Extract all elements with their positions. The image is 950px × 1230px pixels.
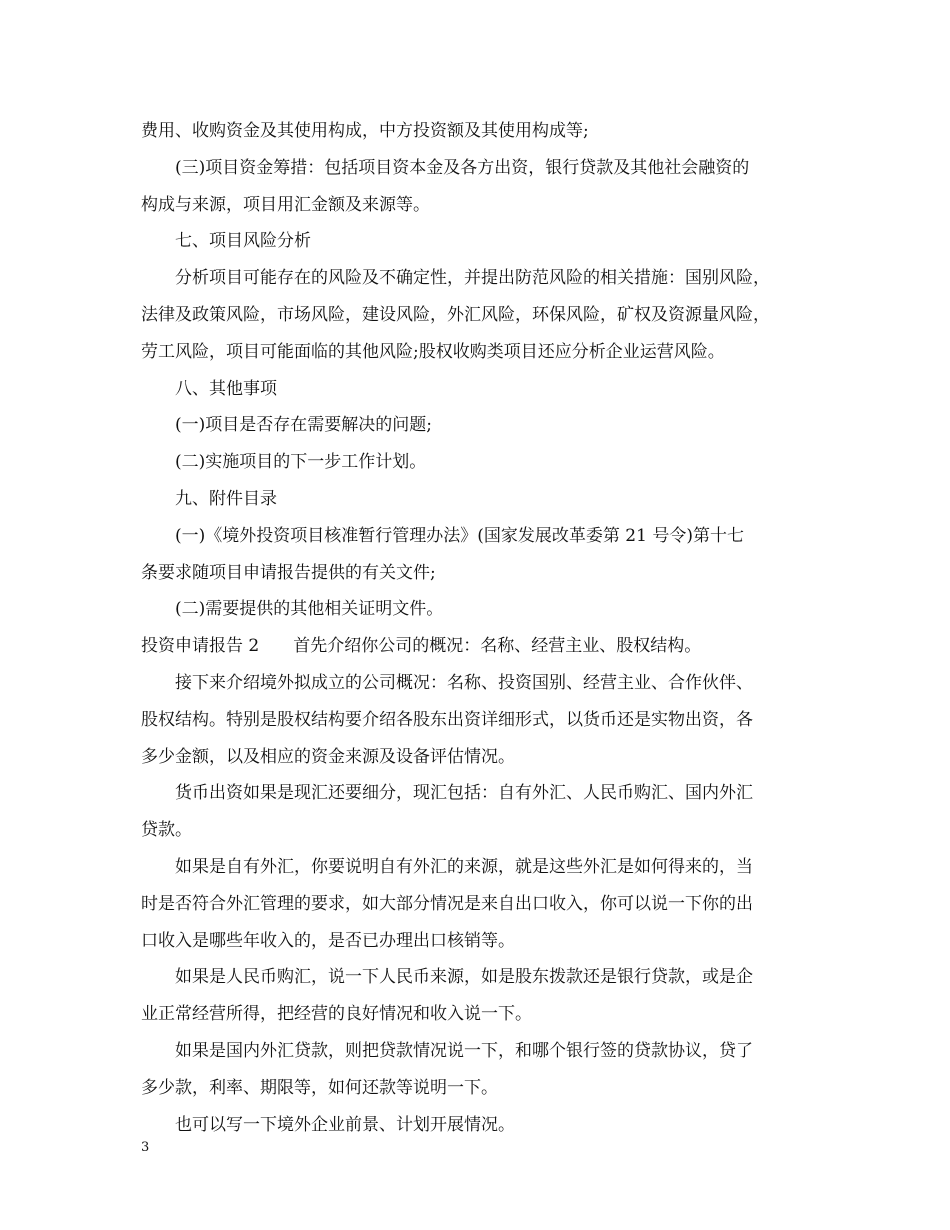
text-line-12: (一)《境外投资项目核准暂行管理办法》(国家发展改革委第 21 号令)第十七 [175,525,744,546]
text-line-26: 如果是国内外汇贷款，则把贷款情况说一下，和哪个银行签的贷款协议，贷了 [175,1040,753,1061]
document-body [141,113,831,1143]
text-line-17: 股权结构。特别是股权结构要介绍各股东出资详细形式，以货币还是实物出资，各 [141,709,753,730]
text-line-2: (三)项目资金筹措：包括项目资本金及各方出资，银行贷款及其他社会融资的 [175,157,750,178]
text-line-22: 时是否符合外汇管理的要求，如大部分情况是来自出口收入，你可以说一下你的出 [141,893,753,914]
report-intro-text: 首先介绍你公司的概况：名称、经营主业、股权结构。 [293,636,702,657]
text-line-9: (一)项目是否存在需要解决的问题; [175,415,432,436]
text-line-27: 多少款，利率、期限等，如何还款等说明一下。 [141,1077,498,1098]
text-line-23: 口收入是哪些年收入的，是否已办理出口核销等。 [141,930,515,951]
section-heading-risk-analysis: 七、项目风险分析 [175,231,311,252]
text-line-28: 也可以写一下境外企业前景、计划开展情况。 [175,1114,515,1135]
text-line-1: 费用、收购资金及其使用构成，中方投资额及其使用构成等; [141,121,589,141]
text-line-25: 业正常经营所得，把经营的良好情况和收入说一下。 [141,1004,532,1025]
text-line-24: 如果是人民币购汇，说一下人民币来源，如是股东拨款还是银行贷款，或是企 [175,967,753,988]
text-line-3: 构成与来源，项目用汇金额及来源等。 [141,194,430,215]
page-number: 3 [141,1140,150,1155]
text-line-20: 贷款。 [141,820,192,841]
text-line-21: 如果是自有外汇，你要说明自有外汇的来源，就是这些外汇是如何得来的，当 [175,856,753,877]
section-heading-attachments: 九、附件目录 [175,488,277,509]
report-title: 投资申请报告 2 [141,636,260,657]
text-line-7: 劳工风险，项目可能面临的其他风险;股权收购类项目还应分析企业运营风险。 [141,341,725,362]
text-line-13: 条要求随项目申请报告提供的有关文件; [141,562,436,583]
text-line-6: 法律及政策风险，市场风险，建设风险，外汇风险，环保风险，矿权及资源量风险， [141,304,770,325]
report-heading-line [141,628,831,665]
text-line-19: 货币出资如果是现汇还要细分，现汇包括：自有外汇、人民币购汇、国内外汇 [175,783,753,804]
section-heading-other-matters: 八、其他事项 [175,378,277,399]
text-line-10: (二)实施项目的下一步工作计划。 [175,452,427,473]
text-line-18: 多少金额，以及相应的资金来源及设备评估情况。 [141,746,515,767]
text-line-16: 接下来介绍境外拟成立的公司概况：名称、投资国别、经营主业、合作伙伴、 [175,672,753,693]
text-line-5: 分析项目可能存在的风险及不确定性，并提出防范风险的相关措施：国别风险， [175,268,770,289]
text-line-14: (二)需要提供的其他相关证明文件。 [175,599,444,620]
